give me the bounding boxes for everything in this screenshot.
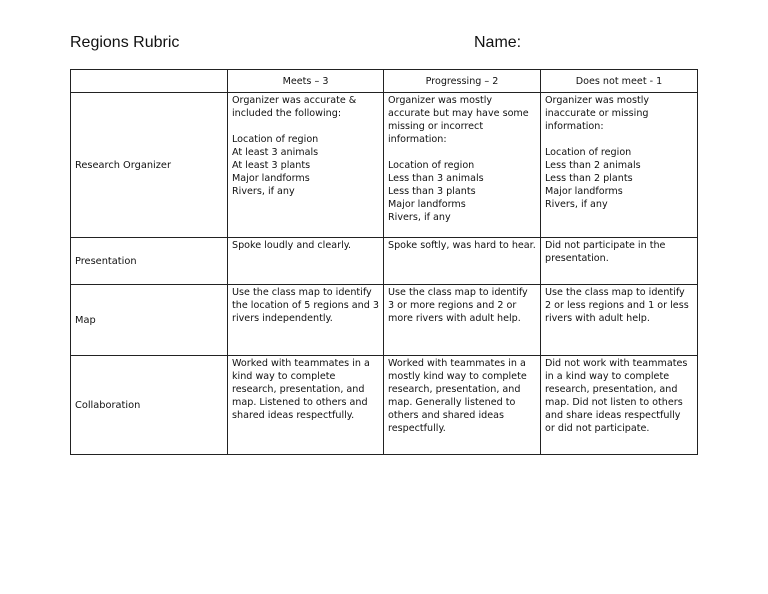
page-title: Regions Rubric — [70, 34, 180, 51]
table-cell: Did not participate in the presentation. — [541, 238, 698, 285]
table-cell: Did not work with teammates in a kind way to complete research, presentation, and map. Did not listen to others and share ideas respectfully or did not participate. — [541, 356, 698, 455]
header-cell-progressing: Progressing – 2 — [384, 70, 541, 93]
header-cell-meets: Meets – 3 — [228, 70, 384, 93]
table-cell: Use the class map to identify 2 or less regions and 1 or less rivers with adult help. — [541, 285, 698, 356]
table-row — [71, 356, 698, 455]
table-cell: Use the class map to identify 3 or more regions and 2 or more rivers with adult help. — [384, 285, 541, 356]
table-cell: Organizer was mostly inaccurate or missing information: Location of region Less than 2 animals Less than 2 plants Major landforms Rivers, if any — [541, 93, 698, 238]
rubric-table — [70, 69, 698, 455]
name-label: Name: — [474, 34, 522, 51]
table-cell: Worked with teammates in a mostly kind way to complete research, presentation, and map. Generally listened to others and shared ideas respectfully. — [384, 356, 541, 455]
row-label-collaboration: Collaboration — [71, 356, 228, 455]
table-row — [71, 93, 698, 238]
table-cell: Organizer was accurate & included the following: Location of region At least 3 animals At least 3 plants Major landforms Rivers, if any — [228, 93, 384, 238]
table-cell: Use the class map to identify the location of 5 regions and 3 rivers independently. — [228, 285, 384, 356]
table-row — [71, 238, 698, 285]
row-label-presentation: Presentation — [71, 238, 228, 285]
row-label-map: Map — [71, 285, 228, 356]
row-label-research-organizer: Research Organizer — [71, 93, 228, 238]
header-cell-does-not-meet: Does not meet - 1 — [541, 70, 698, 93]
header-row — [71, 70, 698, 93]
table-cell: Worked with teammates in a kind way to complete research, presentation, and map. Listened to others and shared ideas respectfully. — [228, 356, 384, 455]
table-cell: Organizer was mostly accurate but may have some missing or incorrect information: Location of region Less than 3 animals Less than 3 plants Major landforms Rivers, if any — [384, 93, 541, 238]
table-row — [71, 285, 698, 356]
table-cell: Spoke loudly and clearly. — [228, 238, 384, 285]
table-cell: Spoke softly, was hard to hear. — [384, 238, 541, 285]
header-cell-blank — [71, 70, 228, 93]
